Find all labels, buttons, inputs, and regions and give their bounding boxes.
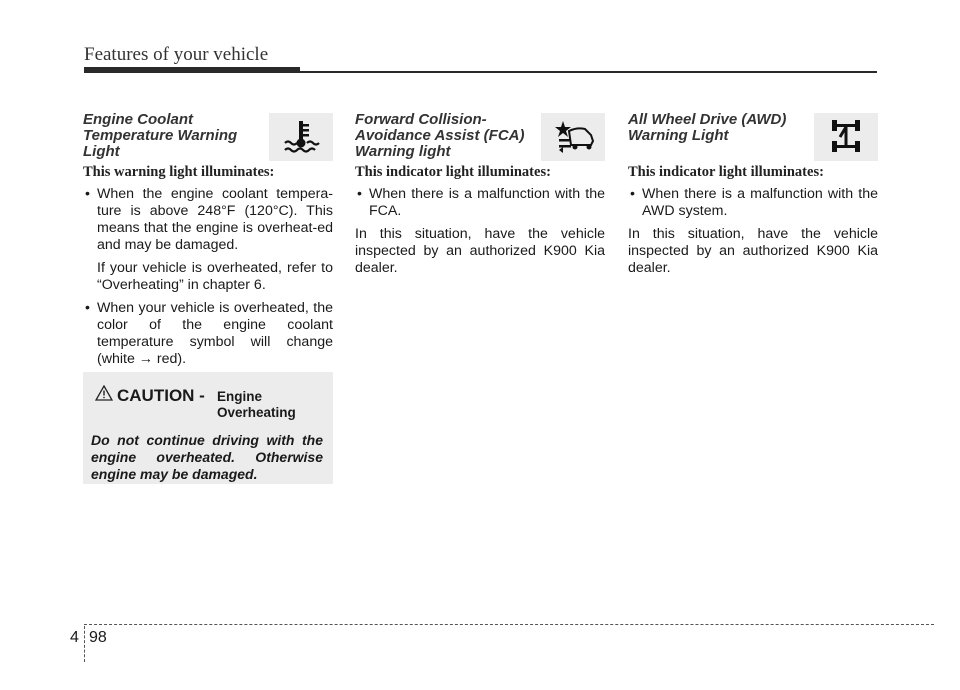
section-fca-warning bbox=[355, 112, 605, 283]
lead-text: This warning light illuminates: bbox=[83, 164, 275, 180]
bullet-item: • When there is a malfunction with the FCA. bbox=[355, 186, 605, 220]
caution-body: Do not continue driving with the engine overheated. Otherwise engine may be damaged. bbox=[91, 432, 323, 482]
forward-collision-icon bbox=[541, 113, 605, 161]
bullet-item: • When the engine coolant tempera-ture is above 248°F (120°C). This means that the engine is overheat-ed and may be damaged. bbox=[83, 186, 333, 254]
page-number: 98 bbox=[89, 629, 107, 646]
lead-text: This indicator light illuminates: bbox=[628, 164, 824, 180]
bullet-item: • When there is a malfunction with the AWD system. bbox=[628, 186, 878, 220]
footer-rule bbox=[84, 624, 934, 625]
section-title: Engine Coolant Temperature Warning Light bbox=[83, 111, 238, 160]
warning-triangle-icon bbox=[95, 385, 113, 406]
section-awd-warning bbox=[628, 112, 878, 283]
paragraph-text: In this situation, have the vehicle inspected by an authorized K900 Kia dealer. bbox=[628, 226, 878, 276]
caution-box bbox=[83, 372, 333, 484]
caution-subtitle: Engine Overheating bbox=[217, 389, 296, 420]
chapter-number: 4 bbox=[70, 629, 79, 646]
page-number-separator bbox=[84, 626, 85, 662]
lead-text: This indicator light illuminates: bbox=[355, 164, 551, 180]
header-rule bbox=[84, 71, 877, 73]
page-header-title: Features of your vehicle bbox=[84, 44, 269, 65]
section-title: Forward Collision-Avoidance Assist (FCA) Warning light bbox=[355, 111, 525, 160]
coolant-temperature-icon bbox=[269, 113, 333, 161]
caution-label: CAUTION - bbox=[117, 386, 205, 405]
note-text: If your vehicle is overheated, refer to “Overheating” in chapter 6. bbox=[97, 260, 333, 293]
section-coolant-warning bbox=[83, 112, 333, 374]
bullet-item: • When your vehicle is overheated, the color of the engine coolant temperature symbol will change (white → red). bbox=[83, 300, 333, 368]
section-title: All Wheel Drive (AWD) Warning Light bbox=[628, 111, 787, 144]
awd-icon bbox=[814, 113, 878, 161]
paragraph-text: In this situation, have the vehicle inspected by an authorized K900 Kia dealer. bbox=[355, 226, 605, 276]
